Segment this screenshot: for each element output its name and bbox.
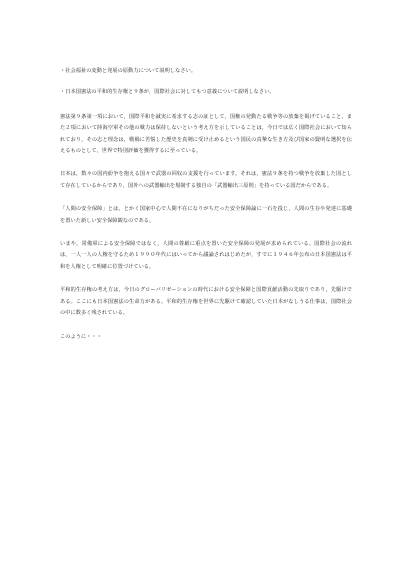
question-1: ・社会福祉の変動と発展の原動力について説明しなさい。 bbox=[60, 68, 197, 74]
paragraph-article-9: 憲法第９条第一項において，国際平和を誠実に希求する志の証として，国権の発動たる戦争等の放棄を掲げていること，また２項において陸海空軍その他の戦力は保持しないという考え方を示していることは，今日では広く国際社会において知られており，その志と理念は，戦禍に苦悩した歴史を真剣に受け止めるという国民の真摯な生き方及び国家の賢明な選択を伝えるものとして，世界で特別評価を獲得するに至っている。 bbox=[60, 113, 352, 155]
question-2: ・日本国憲法の平和的生存権と９条が，国際社会に対してもつ意義について説明しなさい。 bbox=[60, 89, 275, 96]
paragraph-human-dignity: いまや，常備軍による安全保障ではなく，人間の尊厳に重点を置いた安全保障の発展が求められている。国際社会の流れは，一人一人の人権を守るため１９９０年代にはいってから議論されはじめたが，すでに１９４６年公布の日本国憲法は平和を人権として明確に位置づけている。 bbox=[60, 241, 352, 270]
paragraph-peaceful-existence: 平和的生存権の考え方は，今日のグローバリゼーションの時代における安全保障と国際貢献活動の先取りであり，先駆けである。ここにも日本国憲法の生命力がある。平和的生存権を世界に先駆けて確認していた日本がなしうる仕事は，国際社会の中に数多く残されている。 bbox=[60, 287, 352, 317]
document-body bbox=[60, 66, 352, 343]
paragraph-closing: このように・・・ bbox=[60, 333, 102, 340]
paragraph-weapons-collection: 日本は，数々の国内紛争を抱える国々で武器の回収の支援を行っています。それは，憲法９条を持つ戦争を放棄した国として存在しているからであり，国外への武器輸出を規制する独自の「武器輸出三原則」を持っている国だからである。 bbox=[60, 171, 352, 189]
paragraph-human-security: 「人間の安全保障」とは，とかく国家中心で人間不在になりがちだった安全保障論に一石を投じ，人間の生存や発達に基礎を置いた新しい安全保障観なのである。 bbox=[60, 206, 352, 224]
